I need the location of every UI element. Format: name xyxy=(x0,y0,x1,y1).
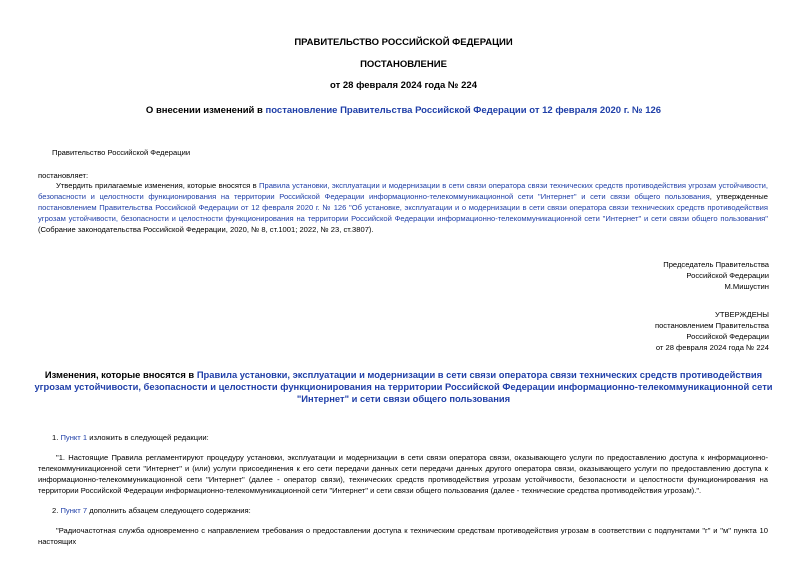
item-2-quote: "Радиочастотная служба одновременно с направлением требования о предоставлении доступа к техническим средствам противодействия угрозам в соответствии с подпунктами "г" и "м" пункта 10 настоящих xyxy=(38,526,768,546)
item-2-text: дополнить абзацем следующего содержания: xyxy=(87,506,251,515)
main-paragraph xyxy=(38,180,768,235)
approved-line-4: от 28 февраля 2024 года № 224 xyxy=(655,343,769,352)
document-title xyxy=(0,105,807,116)
item-1-quote: "1. Настоящие Правила регламентируют процедуру установки, эксплуатации и модернизации в сети связи оператора связи, оказывающего услуги по предоставлению доступа к информационно-телекоммуникационной сети "Интернет" и (или) услуги присоединения к его сети передачи данных сети передачи данных другого оператора связи, оказывающего услуги по предоставлению доступа к информационно-телекоммуникационной сети "Интернет" (далее - оператор связи), технических средств противодействия угрозам устойчивости, безопасности и целостности функционирования на территории Российской Федерации информационно-телекоммуникационной сети "Интернет" и сети связи общего пользования (далее - технические средства противодействия угрозам).". xyxy=(38,453,768,495)
item-2-number: 2. xyxy=(52,506,61,515)
approved-line-3: Российской Федерации xyxy=(686,332,769,341)
changes-title xyxy=(30,369,777,405)
p1-text-a: Утвердить прилагаемые изменения, которые вносятся в xyxy=(56,181,260,190)
item-1 xyxy=(52,432,782,443)
changes-title-link[interactable]: Правила установки, эксплуатации и модернизации в сети связи оператора связи технических средств противодействия угрозам устойчивости, безопасности и целостности функционирования на территории Российской Федерации информационно-телекоммуникационной сети "Интернет" и сети связи общего пользования xyxy=(34,369,773,404)
p1-text-b: , утвержденные xyxy=(709,192,768,201)
signature-line-2: Российской Федерации xyxy=(686,271,769,280)
p1-text-c: (Собрание законодательства Российской Федерации, 2020, № 8, ст.1001; 2022, № 23, ст.3807). xyxy=(38,225,374,234)
document-date-number: от 28 февраля 2024 года № 224 xyxy=(330,80,477,91)
item-2 xyxy=(52,505,782,516)
government-heading: ПРАВИТЕЛЬСТВО РОССИЙСКОЙ ФЕДЕРАЦИИ xyxy=(294,37,513,48)
resolution-link[interactable]: постановлением Правительства Российской Федерации от 12 февраля 2020 г. № 126 "Об установке, эксплуатации и о модернизации в сети связи оператора связи технических средств противодействия угрозам устойчивости, безопасности и целостности функционирования на территории Российской Федерации информационно-телекоммуникационной сети "Интернет" и сети связи общего пользования" xyxy=(38,203,768,223)
approved-line-1: УТВЕРЖДЕНЫ xyxy=(715,310,769,319)
changes-title-prefix: Изменения, которые вносятся в xyxy=(44,369,197,380)
signature-line-1: Председатель Правительства xyxy=(663,260,769,269)
document-type: ПОСТАНОВЛЕНИЕ xyxy=(360,59,447,70)
signature-line-3: М.Мишустин xyxy=(724,282,769,291)
item-1-number: 1. xyxy=(52,433,61,442)
approved-block xyxy=(655,309,769,353)
title-prefix: О внесении изменений в xyxy=(145,105,266,116)
item-2-link[interactable]: Пункт 7 xyxy=(60,506,88,515)
signature-block xyxy=(663,259,769,292)
title-link[interactable]: постановление Правительства Российской Федерации от 12 февраля 2020 г. № 126 xyxy=(265,105,662,116)
item-1-text: изложить в следующей редакции: xyxy=(87,433,209,442)
issuer: Правительство Российской Федерации xyxy=(52,148,191,157)
decides: постановляет: xyxy=(38,171,89,180)
rules-link[interactable]: Правила установки, эксплуатации и модернизации в сети связи оператора связи технических средств противодействия угрозам устойчивости, безопасности и целостности функционирования на территории Российской Федерации информационно-телекоммуникационной сети "Интернет" и сети связи общего пользования xyxy=(38,181,768,201)
approved-line-2: постановлением Правительства xyxy=(654,321,769,330)
item-1-link[interactable]: Пункт 1 xyxy=(60,433,88,442)
